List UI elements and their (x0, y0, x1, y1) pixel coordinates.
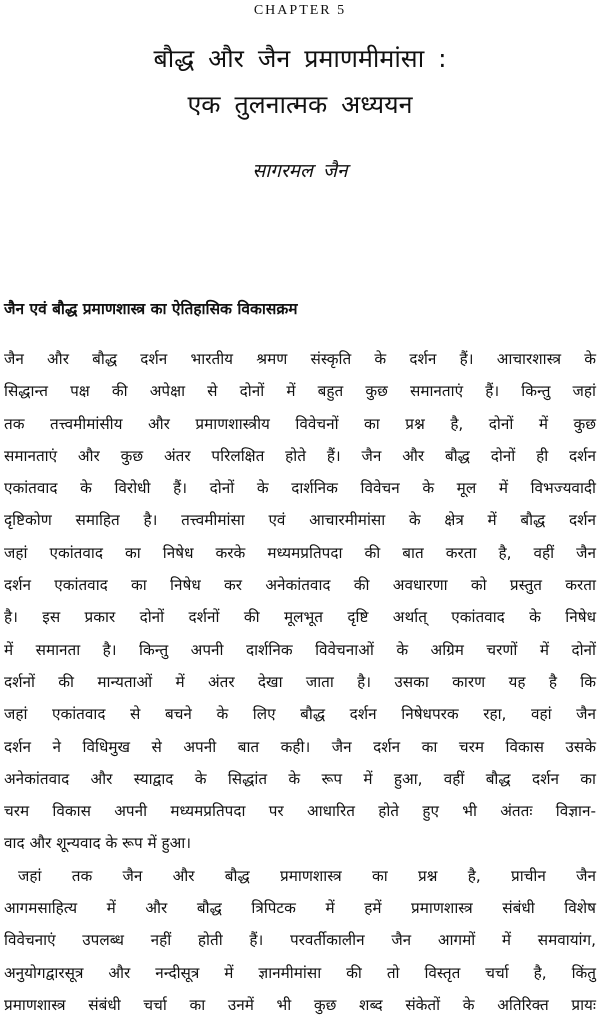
text-line: जहां तक जैन और बौद्ध प्रमाणशास्त्र का प्रश्न है, प्राचीन जैन (18, 866, 596, 885)
text-line: सिद्धान्त पक्ष की अपेक्षा से दोनों में बहुत कुछ समानताएं हैं। किन्तु जहां (4, 382, 596, 401)
text-line: अनुयोगद्वारसूत्र और नन्दीसूत्र में ज्ञानमीमांसा की तो विस्तृत चर्चा है, किंतु (4, 963, 596, 982)
text-line: दर्शनों की मान्यताओं में अंतर देखा जाता है। उसका कारण यह है कि (4, 672, 596, 691)
text-line: अनेकांतवाद और स्याद्वाद के सिद्धांत के रूप में हुआ, वहीं बौद्ध दर्शन का (4, 769, 597, 788)
text-line: दर्शन एकांतवाद का निषेध कर अनेकांतवाद की अवधारणा को प्रस्तुत करता (4, 576, 596, 595)
text-line: में समानता है। किन्तु अपनी दार्शनिक विवेचनाओं के अग्रिम चरणों में दोनों (4, 640, 596, 659)
text-line: दृष्टिकोण समाहित है। तत्त्वमीमांसा एवं आचारमीमांसा के क्षेत्र में बौद्ध दर्शन (4, 511, 596, 530)
text-line: आगमसाहित्य में और बौद्ध त्रिपिटक में हमें प्रमाणशास्त्र संबंधी विशेष (4, 899, 596, 918)
text-line: चरम विकास अपनी मध्यमप्रतिपदा पर आधारित होते हुए भी अंततः विज्ञान- (4, 802, 596, 821)
chapter-title-line-2: एक तुलनात्मक अध्ययन (187, 90, 413, 119)
body-text (4, 343, 596, 1021)
text-line: जहां एकांतवाद से बचने के लिए बौद्ध दर्शन निषेधपरक रहा, वहां जैन (4, 705, 596, 724)
chapter-title-line-1: बौद्ध और जैन प्रमाणमीमांसा : (153, 44, 447, 73)
text-line: प्रमाणशास्त्र संबंधी चर्चा का उनमें भी कुछ शब्द संकेतों के अतिरिक्त प्रायः (4, 995, 596, 1014)
text-line: एकांतवाद के विरोधी हैं। दोनों के दार्शनिक विवेचन के मूल में विभज्यवादी (4, 479, 596, 498)
text-line: दर्शन ने विधिमुख से अपनी बात कही। जैन दर्शन का चरम विकास उसके (4, 737, 596, 756)
section-heading: जैन एवं बौद्ध प्रमाणशास्त्र का ऐतिहासिक विकासक्रम (4, 300, 298, 318)
text-line: समानताएं और कुछ अंतर परिलक्षित होते हैं। जैन और बौद्ध दोनों ही दर्शन (4, 446, 596, 465)
text-line: जहां एकांतवाद का निषेध करके मध्यमप्रतिपदा की बात करता है, वहीं जैन (4, 543, 596, 562)
text-line: जैन और बौद्ध दर्शन भारतीय श्रमण संस्कृति के दर्शन हैं। आचारशास्त्र के (4, 350, 596, 368)
text-line: विवेचनाएं उपलब्ध नहीं होती हैं। परवर्तीकालीन जैन आगमों में समवायांग, (4, 931, 596, 950)
text-line: तक तत्त्वमीमांसीय और प्रमाणशास्त्रीय विवेचनों का प्रश्न है, दोनों में कुछ (4, 414, 596, 433)
text-line: है। इस प्रकार दोनों दर्शनों की मूलभूत दृष्टि अर्थात् एकांतवाद के निषेध (4, 608, 596, 627)
chapter-label: CHAPTER 5 (253, 3, 347, 18)
author-name: सागरमल जैन (252, 160, 348, 182)
text-line: वाद और शून्यवाद के रूप में हुआ। (4, 834, 192, 853)
